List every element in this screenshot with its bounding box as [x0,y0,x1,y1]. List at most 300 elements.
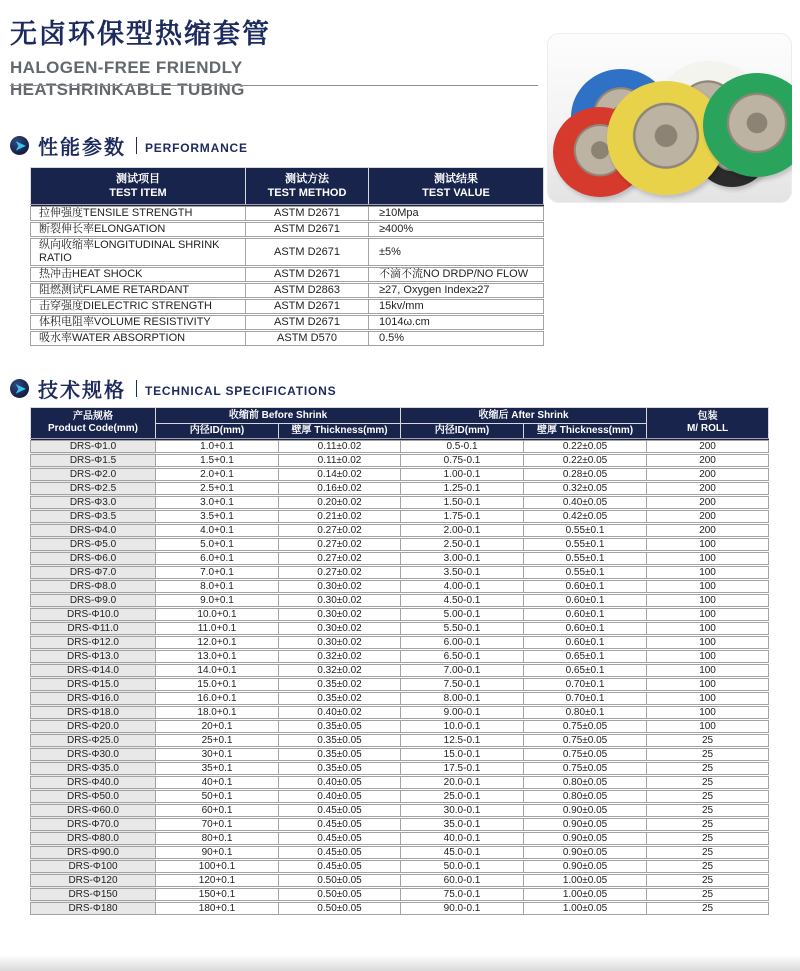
roll-length-cell: 200 [647,510,769,524]
col-group-after-shrink: 收缩后 After Shrink [401,408,647,424]
before-id-cell: 15.0+0.1 [156,678,279,692]
after-thickness-cell: 0.90±0.05 [524,818,647,832]
before-id-cell: 1.5+0.1 [156,454,279,468]
section-title-divider [136,380,137,397]
test-value-cell: 不滴不流NO DRDP/NO FLOW [369,267,544,283]
after-id-cell: 1.25-0.1 [401,482,524,496]
before-thickness-cell: 0.35±0.05 [279,734,401,748]
product-code-cell: DRS-Φ2.0 [31,468,156,482]
spec-row [31,720,769,734]
before-id-cell: 12.0+0.1 [156,636,279,650]
roll-length-cell: 100 [647,608,769,622]
spec-row [31,580,769,594]
test-item-cell: 击穿强度DIELECTRIC STRENGTH [31,299,246,315]
roll-length-cell: 100 [647,538,769,552]
bottom-gradient [0,955,800,971]
after-thickness-cell: 0.90±0.05 [524,860,647,874]
before-thickness-cell: 0.32±0.02 [279,664,401,678]
spec-row [31,608,769,622]
after-id-cell: 25.0-0.1 [401,790,524,804]
test-method-cell: ASTM D2671 [246,267,369,283]
after-id-cell: 5.00-0.1 [401,608,524,622]
spec-row [31,566,769,580]
after-id-cell: 35.0-0.1 [401,818,524,832]
product-code-cell: DRS-Φ11.0 [31,622,156,636]
performance-table-body [31,206,544,346]
performance-title-en: PERFORMANCE [145,141,248,155]
before-id-cell: 7.0+0.1 [156,566,279,580]
test-value-cell: ≥10Mpa [369,206,544,222]
product-code-cell: DRS-Φ16.0 [31,692,156,706]
specifications-table-header [31,408,769,440]
page-subtitle [10,57,271,101]
specifications-table [30,407,769,915]
roll-length-cell: 25 [647,818,769,832]
spec-row [31,790,769,804]
product-code-cell: DRS-Φ60.0 [31,804,156,818]
product-code-cell: DRS-Φ6.0 [31,552,156,566]
after-id-cell: 3.50-0.1 [401,566,524,580]
before-id-cell: 18.0+0.1 [156,706,279,720]
after-thickness-cell: 0.22±0.05 [524,454,647,468]
product-code-cell: DRS-Φ25.0 [31,734,156,748]
before-thickness-cell: 0.27±0.02 [279,524,401,538]
after-thickness-cell: 0.42±0.05 [524,510,647,524]
spec-row [31,454,769,468]
test-method-cell: ASTM D570 [246,331,369,346]
spec-row [31,776,769,790]
test-item-cell: 阻燃测试FLAME RETARDANT [31,283,246,299]
after-thickness-cell: 0.55±0.1 [524,538,647,552]
roll-length-cell: 25 [647,762,769,776]
after-thickness-cell: 0.60±0.1 [524,608,647,622]
specifications-title-cn: 技术规格 [38,380,126,402]
after-id-cell: 6.50-0.1 [401,650,524,664]
after-thickness-cell: 0.55±0.1 [524,552,647,566]
after-thickness-cell: 0.90±0.05 [524,804,647,818]
after-id-cell: 90.0-0.1 [401,902,524,915]
perf-row [31,222,544,238]
before-id-cell: 14.0+0.1 [156,664,279,678]
col-before-thickness: 壁厚 Thickness(mm) [279,424,401,440]
after-id-cell: 7.50-0.1 [401,678,524,692]
spec-row [31,804,769,818]
product-code-cell: DRS-Φ1.5 [31,454,156,468]
before-thickness-cell: 0.35±0.05 [279,762,401,776]
product-code-cell: DRS-Φ12.0 [31,636,156,650]
after-id-cell: 5.50-0.1 [401,622,524,636]
spec-row [31,692,769,706]
roll-length-cell: 100 [647,650,769,664]
product-code-cell: DRS-Φ100 [31,860,156,874]
spec-row [31,860,769,874]
page-subtitle-line2: HEATSHRINKABLE TUBING [10,80,245,99]
after-thickness-cell: 0.80±0.1 [524,706,647,720]
after-id-cell: 17.5-0.1 [401,762,524,776]
before-id-cell: 1.0+0.1 [156,440,279,454]
product-code-cell: DRS-Φ20.0 [31,720,156,734]
perf-row [31,283,544,299]
before-thickness-cell: 0.20±0.02 [279,496,401,510]
before-thickness-cell: 0.45±0.05 [279,860,401,874]
product-code-cell: DRS-Φ5.0 [31,538,156,552]
after-id-cell: 7.00-0.1 [401,664,524,678]
spec-row [31,510,769,524]
before-id-cell: 80+0.1 [156,832,279,846]
product-code-cell: DRS-Φ3.5 [31,510,156,524]
after-thickness-cell: 0.80±0.05 [524,790,647,804]
product-code-cell: DRS-Φ14.0 [31,664,156,678]
right-arrow-circle-icon: ➤ [10,136,29,155]
product-code-cell: DRS-Φ180 [31,902,156,915]
section-title-divider [136,137,137,154]
roll-length-cell: 25 [647,888,769,902]
perf-row [31,206,544,222]
test-item-cell: 纵向收缩率LONGITUDINAL SHRINK RATIO [31,238,246,267]
roll-length-cell: 200 [647,440,769,454]
after-id-cell: 45.0-0.1 [401,846,524,860]
col-test-method: 测试方法 TEST METHOD [246,168,369,206]
roll-length-cell: 200 [647,482,769,496]
roll-length-cell: 100 [647,622,769,636]
after-thickness-cell: 1.00±0.05 [524,888,647,902]
spec-row [31,846,769,860]
before-id-cell: 30+0.1 [156,748,279,762]
before-id-cell: 70+0.1 [156,818,279,832]
before-thickness-cell: 0.32±0.02 [279,650,401,664]
col-before-id: 内径ID(mm) [156,424,279,440]
col-roll: 包装 M/ ROLL [647,408,769,440]
test-method-cell: ASTM D2671 [246,299,369,315]
test-method-cell: ASTM D2671 [246,238,369,267]
roll-length-cell: 25 [647,748,769,762]
spec-row [31,706,769,720]
after-id-cell: 6.00-0.1 [401,636,524,650]
roll-length-cell: 100 [647,664,769,678]
after-id-cell: 1.50-0.1 [401,496,524,510]
spec-row [31,748,769,762]
before-thickness-cell: 0.14±0.02 [279,468,401,482]
product-code-cell: DRS-Φ1.0 [31,440,156,454]
col-product-code: 产品规格 Product Code(mm) [31,408,156,440]
col-test-value: 测试结果 TEST VALUE [369,168,544,206]
test-value-cell: 15kv/mm [369,299,544,315]
before-id-cell: 10.0+0.1 [156,608,279,622]
roll-length-cell: 100 [647,692,769,706]
test-method-cell: ASTM D2863 [246,283,369,299]
after-thickness-cell: 0.28±0.05 [524,468,647,482]
before-id-cell: 40+0.1 [156,776,279,790]
spec-row [31,482,769,496]
perf-row [31,238,544,267]
before-id-cell: 3.0+0.1 [156,496,279,510]
test-value-cell: ±5% [369,238,544,267]
page-header [10,12,271,101]
test-method-cell: ASTM D2671 [246,206,369,222]
before-id-cell: 90+0.1 [156,846,279,860]
before-id-cell: 5.0+0.1 [156,538,279,552]
after-id-cell: 50.0-0.1 [401,860,524,874]
before-thickness-cell: 0.35±0.05 [279,748,401,762]
before-id-cell: 50+0.1 [156,790,279,804]
performance-table [30,167,544,346]
after-id-cell: 4.50-0.1 [401,594,524,608]
roll-length-cell: 25 [647,734,769,748]
before-id-cell: 35+0.1 [156,762,279,776]
roll-length-cell: 25 [647,874,769,888]
after-id-cell: 15.0-0.1 [401,748,524,762]
product-code-cell: DRS-Φ80.0 [31,832,156,846]
before-thickness-cell: 0.30±0.02 [279,580,401,594]
before-thickness-cell: 0.45±0.05 [279,846,401,860]
roll-length-cell: 100 [647,580,769,594]
product-code-cell: DRS-Φ2.5 [31,482,156,496]
product-code-cell: DRS-Φ50.0 [31,790,156,804]
before-id-cell: 180+0.1 [156,902,279,915]
after-id-cell: 75.0-0.1 [401,888,524,902]
spec-row [31,650,769,664]
before-thickness-cell: 0.35±0.02 [279,692,401,706]
test-value-cell: 1014ω.cm [369,315,544,331]
perf-row [31,267,544,283]
spec-row [31,664,769,678]
after-id-cell: 2.50-0.1 [401,538,524,552]
before-thickness-cell: 0.45±0.05 [279,832,401,846]
after-id-cell: 1.00-0.1 [401,468,524,482]
after-thickness-cell: 0.70±0.1 [524,692,647,706]
roll-length-cell: 100 [647,678,769,692]
before-id-cell: 11.0+0.1 [156,622,279,636]
spec-row [31,622,769,636]
performance-section-header [10,131,248,160]
spec-row [31,440,769,454]
after-id-cell: 8.00-0.1 [401,692,524,706]
col-test-item: 测试项目 TEST ITEM [31,168,246,206]
after-id-cell: 0.75-0.1 [401,454,524,468]
before-thickness-cell: 0.27±0.02 [279,552,401,566]
product-code-cell: DRS-Φ40.0 [31,776,156,790]
after-thickness-cell: 0.90±0.05 [524,832,647,846]
after-thickness-cell: 0.80±0.05 [524,776,647,790]
spec-row [31,524,769,538]
perf-row [31,315,544,331]
product-code-cell: DRS-Φ120 [31,874,156,888]
roll-length-cell: 25 [647,902,769,915]
after-thickness-cell: 0.65±0.1 [524,664,647,678]
before-thickness-cell: 0.11±0.02 [279,440,401,454]
roll-length-cell: 25 [647,776,769,790]
after-id-cell: 2.00-0.1 [401,524,524,538]
perf-row [31,299,544,315]
before-id-cell: 9.0+0.1 [156,594,279,608]
before-id-cell: 4.0+0.1 [156,524,279,538]
before-thickness-cell: 0.35±0.05 [279,720,401,734]
roll-length-cell: 25 [647,832,769,846]
after-id-cell: 4.00-0.1 [401,580,524,594]
before-thickness-cell: 0.50±0.05 [279,902,401,915]
before-thickness-cell: 0.35±0.02 [279,678,401,692]
spec-row [31,594,769,608]
roll-length-cell: 100 [647,594,769,608]
spec-row [31,818,769,832]
spec-row [31,538,769,552]
spec-row [31,636,769,650]
after-id-cell: 3.00-0.1 [401,552,524,566]
after-id-cell: 1.75-0.1 [401,510,524,524]
test-value-cell: ≥400% [369,222,544,238]
before-id-cell: 60+0.1 [156,804,279,818]
before-thickness-cell: 0.40±0.05 [279,776,401,790]
after-thickness-cell: 0.65±0.1 [524,650,647,664]
before-thickness-cell: 0.30±0.02 [279,622,401,636]
roll-length-cell: 200 [647,454,769,468]
before-id-cell: 16.0+0.1 [156,692,279,706]
before-id-cell: 6.0+0.1 [156,552,279,566]
roll-length-cell: 200 [647,468,769,482]
page-subtitle-line1: HALOGEN-FREE FRIENDLY [10,58,243,77]
before-thickness-cell: 0.21±0.02 [279,510,401,524]
roll-length-cell: 200 [647,496,769,510]
specifications-table-body [31,440,769,915]
after-thickness-cell: 0.75±0.05 [524,762,647,776]
product-code-cell: DRS-Φ70.0 [31,818,156,832]
after-id-cell: 40.0-0.1 [401,832,524,846]
product-code-cell: DRS-Φ35.0 [31,762,156,776]
after-thickness-cell: 0.70±0.1 [524,678,647,692]
performance-table-header [31,168,544,206]
after-thickness-cell: 0.40±0.05 [524,496,647,510]
after-thickness-cell: 0.22±0.05 [524,440,647,454]
after-thickness-cell: 0.60±0.1 [524,636,647,650]
product-code-cell: DRS-Φ13.0 [31,650,156,664]
before-id-cell: 2.5+0.1 [156,482,279,496]
spec-row [31,902,769,915]
before-thickness-cell: 0.45±0.05 [279,818,401,832]
after-thickness-cell: 0.55±0.1 [524,524,647,538]
after-id-cell: 12.5-0.1 [401,734,524,748]
test-item-cell: 断裂伸长率ELONGATION [31,222,246,238]
product-code-cell: DRS-Φ18.0 [31,706,156,720]
roll-length-cell: 25 [647,804,769,818]
product-code-cell: DRS-Φ30.0 [31,748,156,762]
before-id-cell: 13.0+0.1 [156,650,279,664]
test-item-cell: 吸水率WATER ABSORPTION [31,331,246,346]
before-id-cell: 2.0+0.1 [156,468,279,482]
after-id-cell: 0.5-0.1 [401,440,524,454]
after-id-cell: 9.00-0.1 [401,706,524,720]
after-thickness-cell: 1.00±0.05 [524,902,647,915]
roll-length-cell: 25 [647,860,769,874]
after-id-cell: 60.0-0.1 [401,874,524,888]
specifications-section-header [10,374,336,403]
after-thickness-cell: 0.55±0.1 [524,566,647,580]
header-divider [10,85,538,86]
after-thickness-cell: 0.75±0.05 [524,720,647,734]
roll-length-cell: 25 [647,846,769,860]
before-thickness-cell: 0.50±0.05 [279,888,401,902]
after-thickness-cell: 1.00±0.05 [524,874,647,888]
before-id-cell: 150+0.1 [156,888,279,902]
before-thickness-cell: 0.27±0.02 [279,538,401,552]
before-thickness-cell: 0.30±0.02 [279,608,401,622]
roll-length-cell: 25 [647,790,769,804]
roll-length-cell: 100 [647,720,769,734]
test-method-cell: ASTM D2671 [246,222,369,238]
before-thickness-cell: 0.40±0.02 [279,706,401,720]
after-thickness-cell: 0.75±0.05 [524,748,647,762]
before-thickness-cell: 0.40±0.05 [279,790,401,804]
spec-row [31,888,769,902]
before-id-cell: 120+0.1 [156,874,279,888]
perf-row [31,331,544,346]
before-thickness-cell: 0.45±0.05 [279,804,401,818]
col-group-before-shrink: 收缩前 Before Shrink [156,408,401,424]
before-thickness-cell: 0.11±0.02 [279,454,401,468]
test-value-cell: 0.5% [369,331,544,346]
spec-row [31,762,769,776]
product-code-cell: DRS-Φ10.0 [31,608,156,622]
col-after-id: 内径ID(mm) [401,424,524,440]
before-thickness-cell: 0.27±0.02 [279,566,401,580]
before-id-cell: 3.5+0.1 [156,510,279,524]
after-id-cell: 10.0-0.1 [401,720,524,734]
after-thickness-cell: 0.60±0.1 [524,580,647,594]
roll-length-cell: 100 [647,706,769,720]
spec-row [31,552,769,566]
performance-title-cn: 性能参数 [38,137,126,159]
right-arrow-circle-icon: ➤ [10,379,29,398]
before-id-cell: 100+0.1 [156,860,279,874]
product-code-cell: DRS-Φ3.0 [31,496,156,510]
after-id-cell: 20.0-0.1 [401,776,524,790]
product-code-cell: DRS-Φ8.0 [31,580,156,594]
spec-row [31,734,769,748]
col-after-thickness: 壁厚 Thickness(mm) [524,424,647,440]
spec-row [31,832,769,846]
page-title: 无卤环保型热缩套管 [10,19,271,49]
spec-row [31,496,769,510]
product-code-cell: DRS-Φ7.0 [31,566,156,580]
test-item-cell: 拉伸强度TENSILE STRENGTH [31,206,246,222]
after-thickness-cell: 0.90±0.05 [524,846,647,860]
product-code-cell: DRS-Φ90.0 [31,846,156,860]
test-method-cell: ASTM D2671 [246,315,369,331]
test-value-cell: ≥27, Oxygen Index≥27 [369,283,544,299]
before-id-cell: 25+0.1 [156,734,279,748]
after-thickness-cell: 0.60±0.1 [524,622,647,636]
product-code-cell: DRS-Φ15.0 [31,678,156,692]
before-thickness-cell: 0.30±0.02 [279,594,401,608]
after-thickness-cell: 0.60±0.1 [524,594,647,608]
specifications-title-en: TECHNICAL SPECIFICATIONS [145,384,337,398]
product-code-cell: DRS-Φ9.0 [31,594,156,608]
test-item-cell: 热冲击HEAT SHOCK [31,267,246,283]
spec-row [31,874,769,888]
product-code-cell: DRS-Φ150 [31,888,156,902]
roll-length-cell: 100 [647,566,769,580]
after-thickness-cell: 0.32±0.05 [524,482,647,496]
product-photo [547,33,792,203]
before-thickness-cell: 0.30±0.02 [279,636,401,650]
product-code-cell: DRS-Φ4.0 [31,524,156,538]
before-thickness-cell: 0.16±0.02 [279,482,401,496]
spec-row [31,468,769,482]
roll-length-cell: 100 [647,552,769,566]
before-thickness-cell: 0.50±0.05 [279,874,401,888]
after-id-cell: 30.0-0.1 [401,804,524,818]
after-thickness-cell: 0.75±0.05 [524,734,647,748]
roll-length-cell: 100 [647,636,769,650]
